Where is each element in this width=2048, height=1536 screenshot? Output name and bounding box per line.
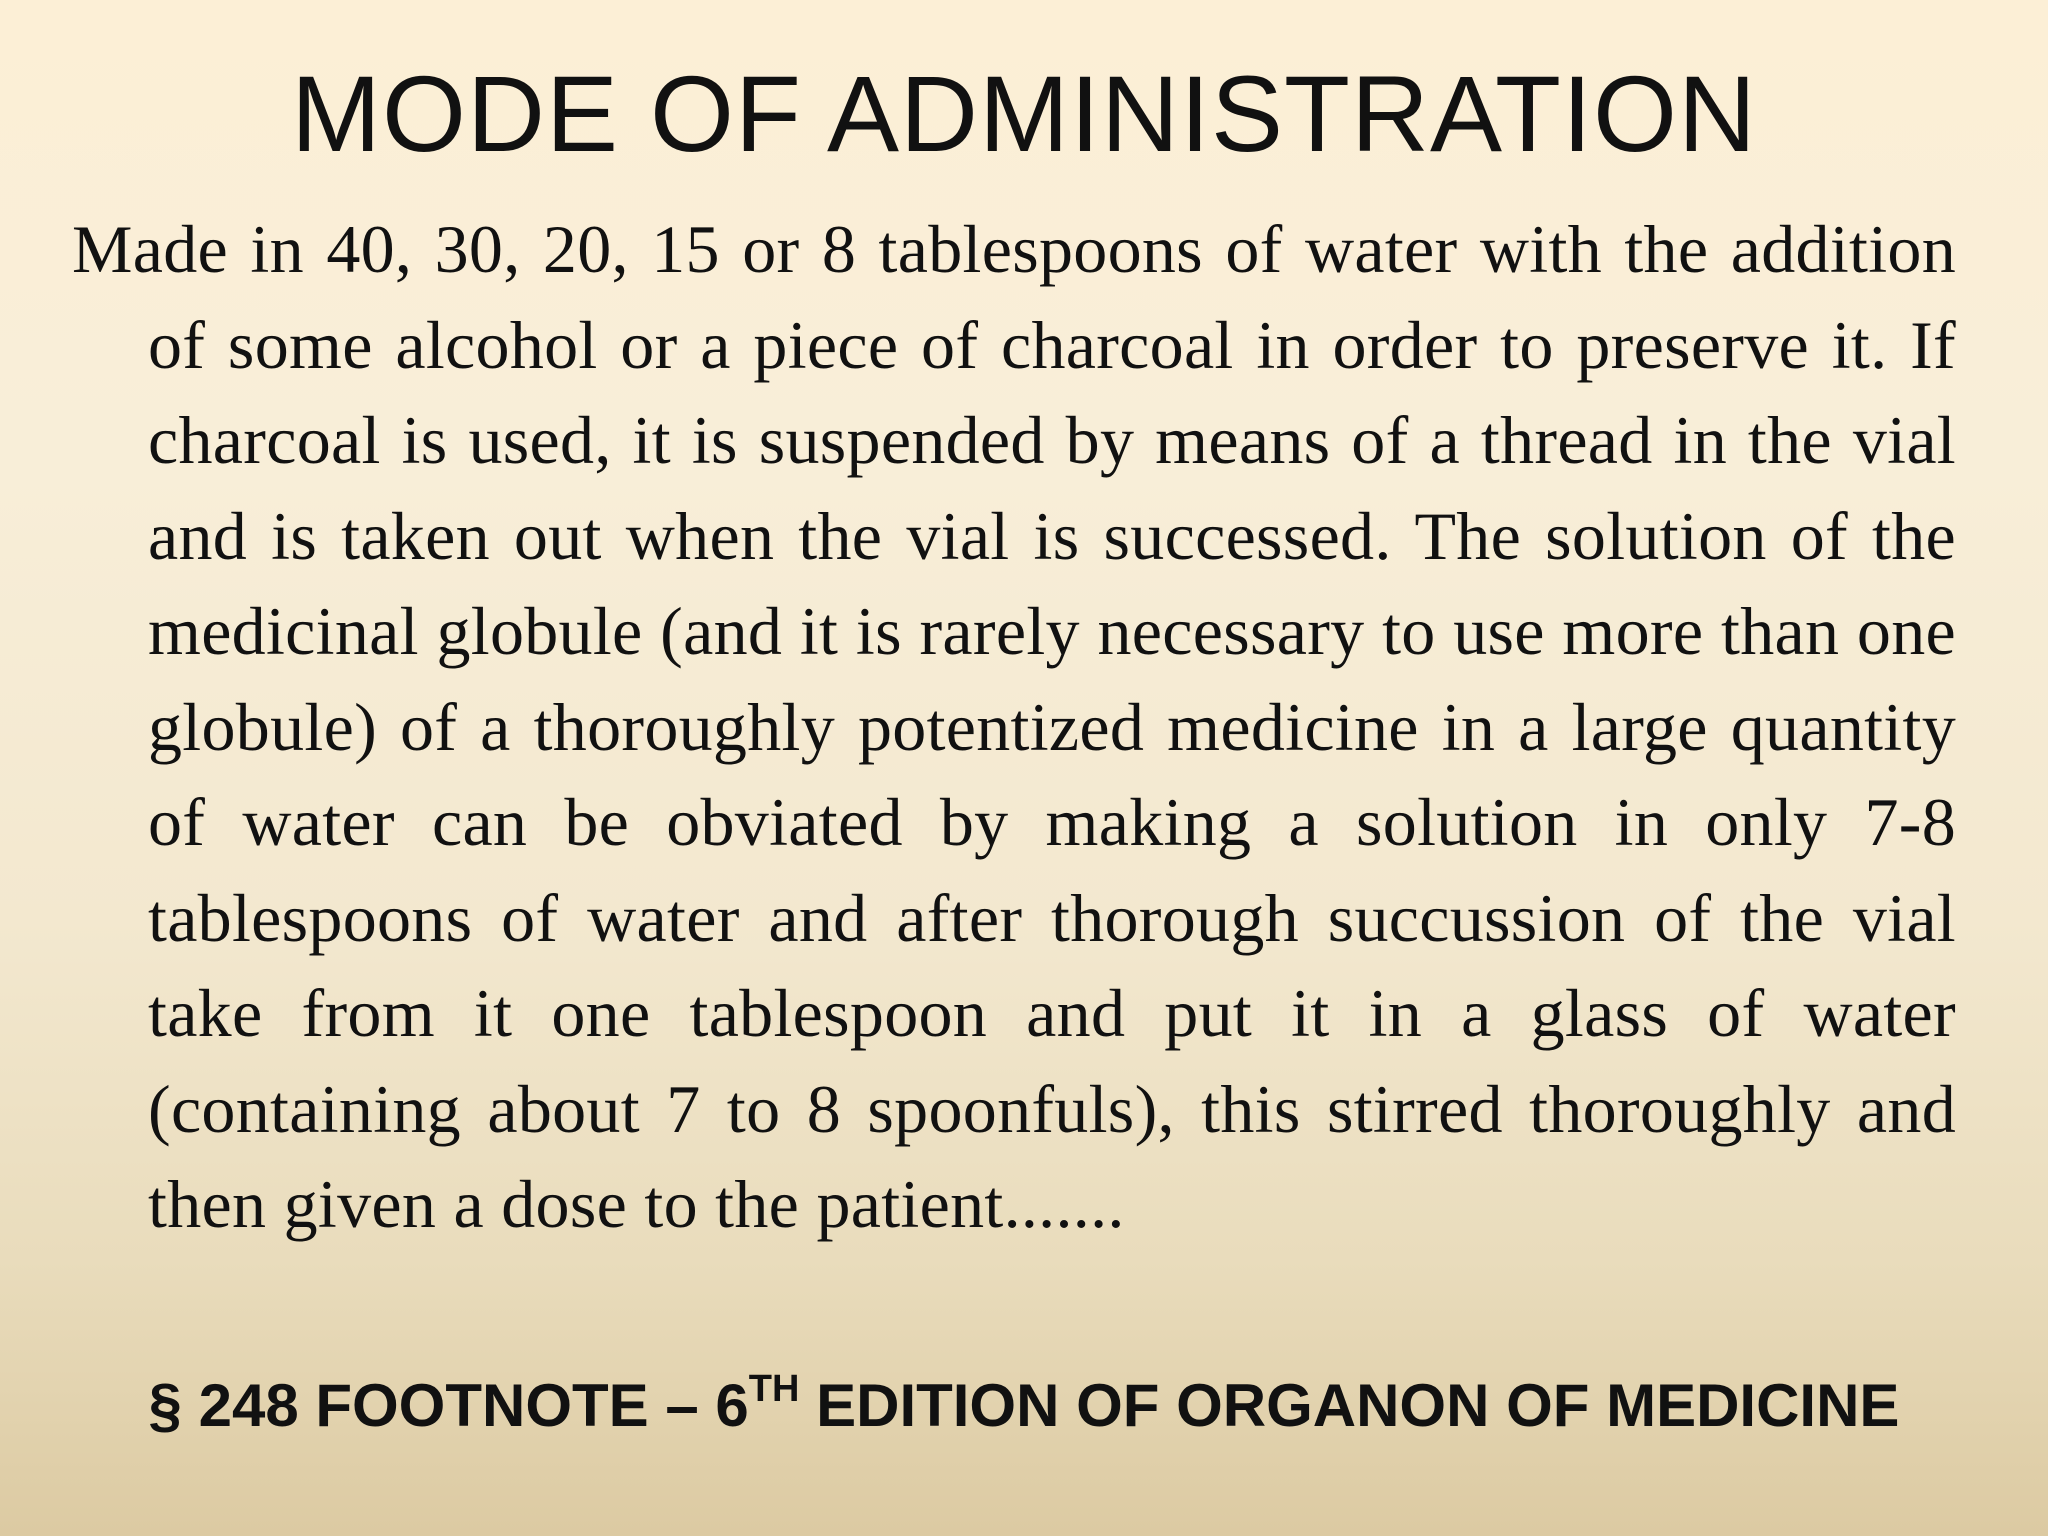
slide-title: MODE OF ADMINISTRATION (290, 53, 1758, 174)
footnote-suffix: EDITION OF ORGANON OF MEDICINE (799, 1372, 1900, 1439)
slide-footnote (0, 1366, 2048, 1446)
footnote-prefix: § 248 FOOTNOTE – 6 (148, 1372, 749, 1439)
slide-body-text: Made in 40, 30, 20, 15 or 8 tablespoons of water with the addition of some alcohol or a piece of charcoal in order to preserve it. If charcoal is used, it is suspended by means of a thread in the vial and is taken out when the vial is successed. The solution of the medicinal globule (and it is rarely necessary to use more than one globule) of a thoroughly potentized medicine in a large quantity of water can be obviated by making a solution in only 7-8 tablespoons of water and after thorough succussion of the vial take from it one tablespoon and put it in a glass of water (containing about 7 to 8 spoonfuls), this stirred thoroughly and then given a dose to the patient....... (72, 211, 1956, 1242)
footnote-superscript: TH (748, 1368, 800, 1410)
